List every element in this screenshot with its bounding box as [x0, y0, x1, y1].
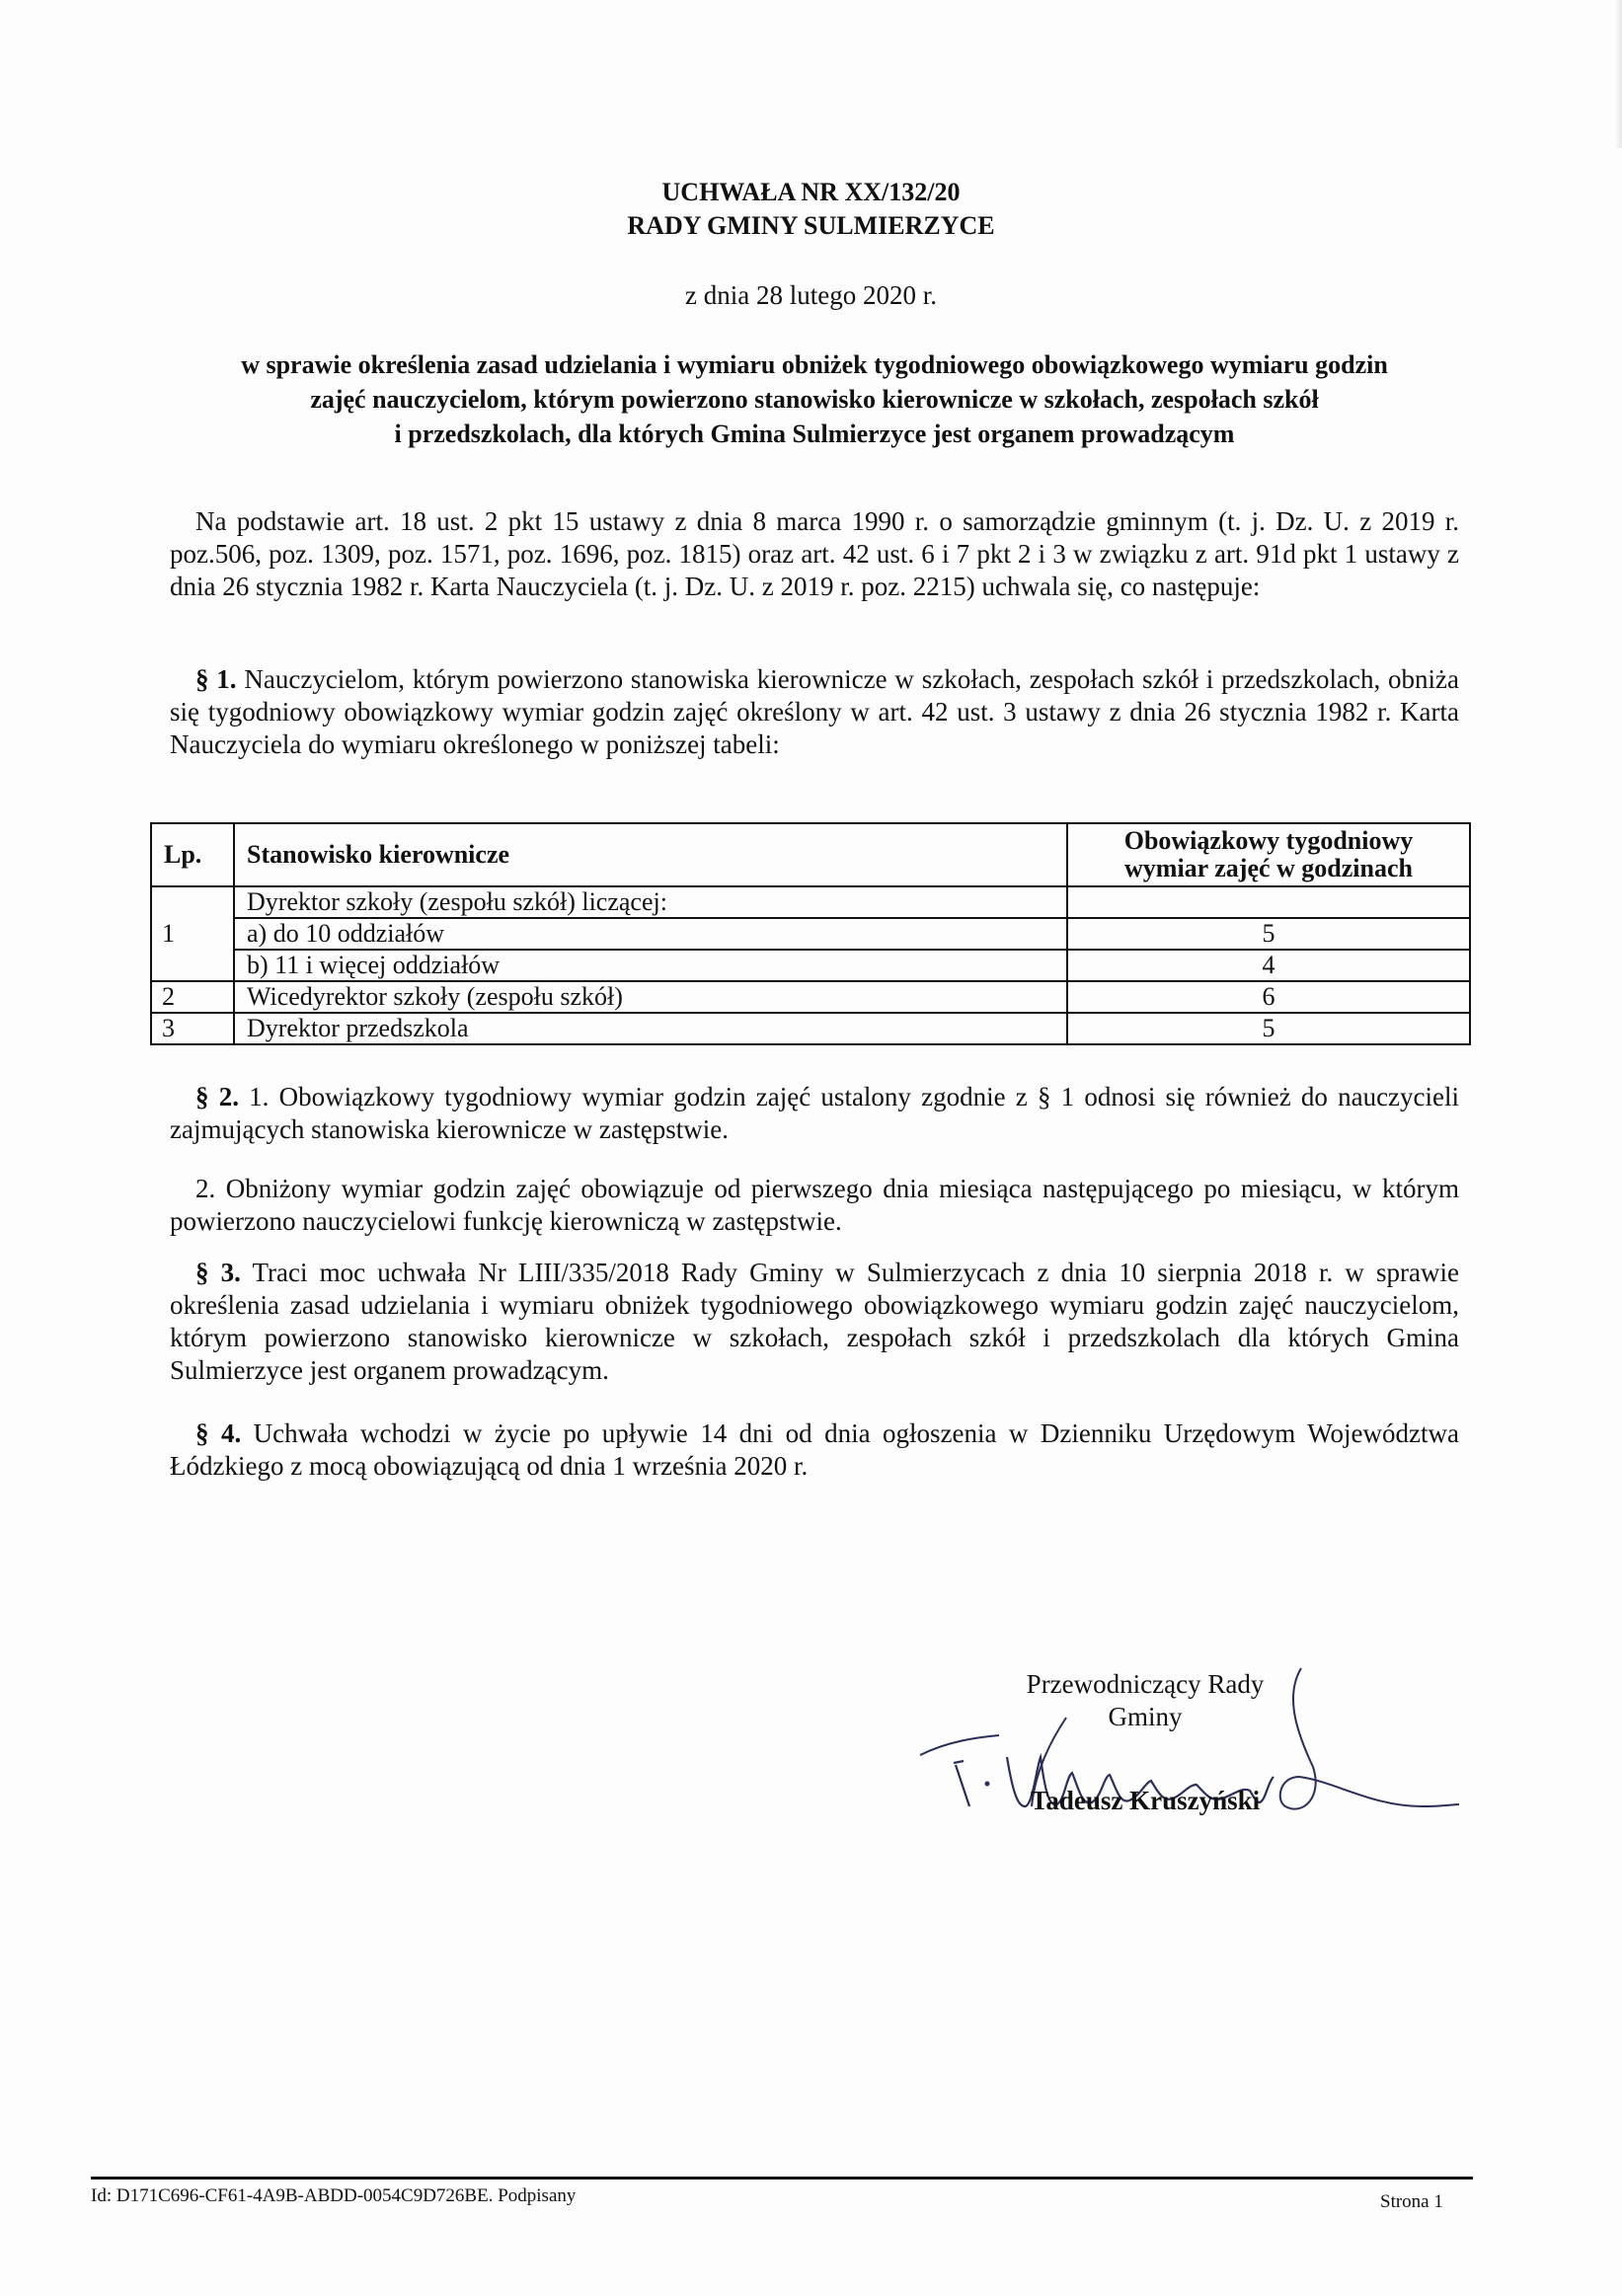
- resolution-date: z dnia 28 lutego 2020 r.: [685, 280, 937, 310]
- cell-position: Dyrektor szkoły (zespołu szkół) liczącej:: [234, 886, 1067, 918]
- section-4: [170, 1417, 1459, 1483]
- section-mark: § 1.: [195, 664, 237, 694]
- cell-lp: 3: [151, 1013, 234, 1044]
- subject-line-2: zajęć nauczycielom, którym powierzono stanowisko kierownicze w szkołach, zespołach szkół: [310, 385, 1319, 414]
- cell-lp: 2: [151, 981, 234, 1013]
- section-mark: § 2.: [195, 1082, 239, 1111]
- table-row: [151, 886, 1470, 918]
- document-title: [0, 176, 1622, 243]
- header-hours-line2: wymiar zajęć w godzinach: [1124, 854, 1413, 882]
- table-row: [151, 1013, 1470, 1044]
- table-row: [151, 918, 1470, 950]
- section-mark: § 3.: [195, 1258, 241, 1287]
- cell-position: a) do 10 oddziałów: [234, 918, 1067, 950]
- header-position: Stanowisko kierownicze: [234, 823, 1067, 886]
- cell-hours: 5: [1067, 1013, 1470, 1044]
- signer-role-line1: Przewodniczący Rady: [1026, 1669, 1265, 1699]
- scan-edge: [1614, 0, 1622, 148]
- signer-role-line2: Gminy: [1108, 1702, 1183, 1731]
- cell-hours: [1067, 886, 1470, 918]
- cell-hours: 5: [1067, 918, 1470, 950]
- cell-position: Dyrektor przedszkola: [234, 1013, 1067, 1044]
- table-row: [151, 981, 1470, 1013]
- header-hours-line1: Obowiązkowy tygodniowy: [1123, 826, 1414, 855]
- section-2-point-2: [170, 1173, 1459, 1238]
- section-2-point-1: [170, 1081, 1459, 1146]
- cell-hours: 6: [1067, 981, 1470, 1013]
- cell-position: Wicedyrektor szkoły (zespołu szkół): [234, 981, 1067, 1013]
- resolution-subject: [158, 347, 1471, 451]
- table-header-row: [151, 823, 1470, 886]
- subject-line-1: w sprawie określenia zasad udzielania i wymiaru obniżek tygodniowego obowiązkowego wymiaru godzin: [241, 350, 1388, 379]
- document-id: Id: D171C696-CF61-4A9B-ABDD-0054C9D726BE. Podpisany: [91, 2185, 577, 2206]
- cell-position: b) 11 i więcej oddziałów: [234, 950, 1067, 981]
- section-3: [170, 1257, 1459, 1387]
- header-lp: Lp.: [151, 823, 234, 886]
- section-text: Nauczycielom, którym powierzono stanowiska kierownicze w szkołach, zespołach szkół i przedszkolach, obniża się tygodniowy obowiązkowy wymiar godzin zajęć określony w art. 42 ust. 3 ustawy z dnia 26 stycznia 1982 r. Karta Nauczyciela do wymiaru określonego w poniższej tabeli:: [170, 664, 1460, 759]
- section-mark: § 4.: [195, 1418, 242, 1448]
- section-text: 2. Obniżony wymiar godzin zajęć obowiązuje od pierwszego dnia miesiąca następującego po miesiącu, w którym powierzono nauczycielowi funkcję kierowniczą w zastępstwie.: [170, 1174, 1459, 1236]
- legal-basis-paragraph: [170, 505, 1459, 603]
- table-row: [151, 950, 1470, 981]
- section-text: 1. Obowiązkowy tygodniowy wymiar godzin zajęć ustalony zgodnie z § 1 odnosi się również do nauczycieli zajmujących stanowiska kierownicze w zastępstwie.: [170, 1082, 1460, 1144]
- footer-divider: [91, 2177, 1473, 2180]
- council-name: RADY GMINY SULMIERZYCE: [627, 211, 995, 240]
- cell-hours: 4: [1067, 950, 1470, 981]
- signature-block: [967, 1668, 1323, 1817]
- section-text: Uchwała wchodzi w życie po upływie 14 dni od dnia ogłoszenia w Dzienniku Urzędowym Województwa Łódzkiego z mocą obowiązującą od dnia 1 września 2020 r.: [170, 1418, 1460, 1481]
- section-1: [170, 663, 1459, 761]
- reduction-table: [150, 822, 1471, 1045]
- subject-line-3: i przedszkolach, dla których Gmina Sulmierzyce jest organem prowadzącym: [394, 420, 1235, 448]
- page-number: Strona 1: [1380, 2191, 1443, 2212]
- resolution-number: UCHWAŁA NR XX/132/20: [661, 178, 961, 206]
- cell-lp: 1: [151, 886, 234, 981]
- legal-basis-text: Na podstawie art. 18 ust. 2 pkt 15 ustawy z dnia 8 marca 1990 r. o samorządzie gminnym (t. j. Dz. U. z 2019 r. poz.506, poz. 1309, poz. 1571, poz. 1696, poz. 1815) oraz art. 42 ust. 6 i 7 pkt 2 i 3 w związku z art. 91d pkt 1 ustawy z dnia 26 stycznia 1982 r. Karta Nauczyciela (t. j. Dz. U. z 2019 r. poz. 2215) uchwala się, co następuje:: [170, 506, 1459, 601]
- section-text: Traci moc uchwała Nr LIII/335/2018 Rady Gminy w Sulmierzycach z dnia 10 sierpnia 2018 r. w sprawie określenia zasad udzielania i wymiaru obniżek tygodniowego obowiązkowego wymiaru godzin zajęć nauczycielom, którym powierzono stanowisko kierownicze w szkołach, zespołach szkół i przedszkolach dla których Gmina Sulmierzyce jest organem prowadzącym.: [170, 1258, 1459, 1385]
- header-hours: [1067, 823, 1470, 886]
- signer-name: Tadeusz Kruszyński: [1030, 1786, 1261, 1815]
